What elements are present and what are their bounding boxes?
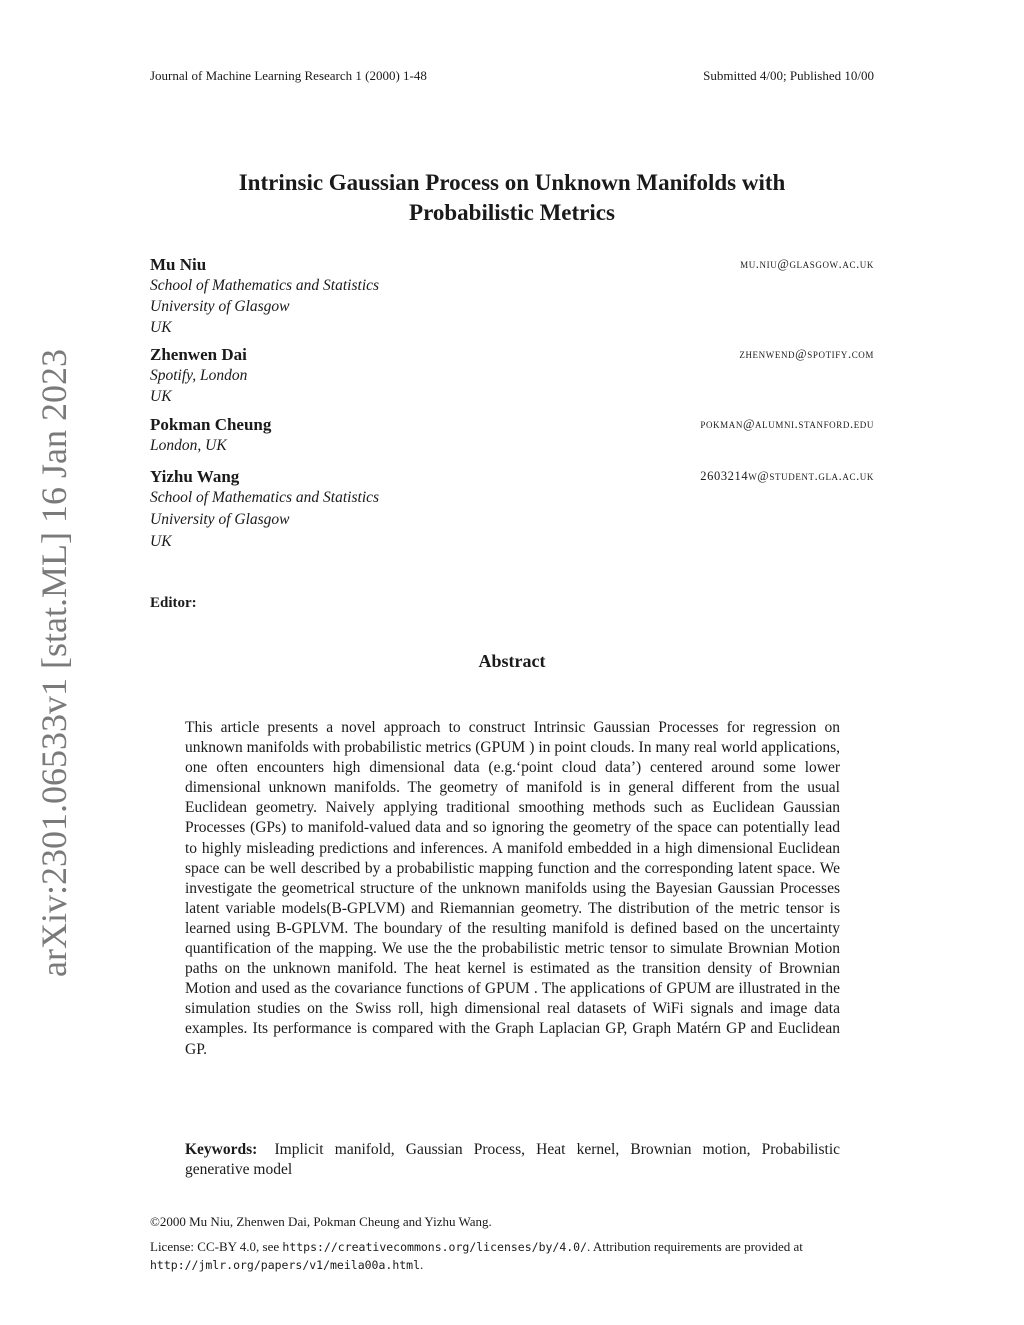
author-block [150,255,874,338]
running-header-dates: Submitted 4/00; Published 10/00 [703,68,874,83]
author-affiliation: School of Mathematics and Statistics University of Glasgow UK [150,277,380,336]
author-block [150,467,874,553]
author-email[interactable]: zhenwend@spotify.com [739,347,874,361]
author-email[interactable]: pokman@alumni.stanford.edu [700,417,874,431]
paper-title [150,168,874,228]
author-name: Mu Niu [150,255,207,274]
author-name: Pokman Cheung [150,415,272,434]
author-affiliation: London, UK [150,437,227,454]
keywords [185,1140,840,1180]
author-affiliation: School of Mathematics and Statistics University of Glasgow UK [150,489,380,550]
title-line-1: Intrinsic Gaussian Process on Unknown Manifolds with [238,170,786,195]
copyright-notice: ©2000 Mu Niu, Zhenwen Dai, Pokman Cheung and Yizhu Wang. [150,1214,492,1229]
keywords-text: Implicit manifold, Gaussian Process, Heat kernel, Brownian motion, Probabilistic generative model [185,1141,841,1178]
arxiv-stamp: arXiv:2301.06533v1 [stat.ML] 16 Jan 2023 [34,349,74,977]
author-email[interactable]: 2603214w@student.gla.ac.uk [700,469,874,483]
author-email[interactable]: mu.niu@glasgow.ac.uk [740,257,874,271]
paper-link[interactable]: http://jmlr.org/papers/v1/meila00a.html [150,1258,421,1272]
author-affiliation: Spotify, London UK [150,367,248,405]
title-line-2: Probabilistic Metrics [409,200,615,225]
abstract-heading: Abstract [478,651,546,671]
abstract-text: This article presents a novel approach to construct Intrinsic Gaussian Processes for regression on unknown manifolds with probabilistic metrics (GPUM ) in point clouds. In many real world applications, one often encounters high dimensional data (e.g.‘point cloud data’) centered around some lower dimensional unknown manifolds. The geometry of manifold is in general different from the usual Euclidean geometry. Naively applying traditional smoothing methods such as Euclidean Gaussian Processes (GPs) to manifold-valued data and so ignoring the geometry of the space can potentially lead to highly misleading predictions and inferences. A manifold embedded in a high dimensional Euclidean space can be well described by a probabilistic mapping function and the corresponding latent space. We investigate the geometrical structure of the unknown manifolds using the Bayesian Gaussian Processes latent variable models(B-GPLVM) and Riemannian geometry. The distribution of the metric tensor is learned using B-GPLVM. The boundary of the resulting manifold is defined based on the uncertainty quantification of the mapping. We use the the probabilistic metric tensor to simulate Brownian Motion paths on the unknown manifold. The heat kernel is estimated as the transition density of Brownian Motion and used as the covariance functions of GPUM . The applications of GPUM are illustrated in the simulation studies on the Swiss roll, high dimensional real datasets of WiFi signals and image data examples. Its performance is compared with the Graph Laplacian GP, Graph Matérn GP and Euclidean GP. [185,719,840,1058]
license-notice: License: CC-BY 4.0, see https://creativecommons.org/licenses/by/4.0/. Attribution requirements are provided at http://jmlr.org/papers/v1/meila00a.html. [150,1239,803,1272]
editor-label: Editor: [150,595,197,611]
author-block [150,345,874,407]
author-name: Yizhu Wang [150,467,240,486]
license-link[interactable]: https://creativecommons.org/licenses/by/4.0/ [282,1240,588,1254]
author-block [150,415,874,456]
running-header-journal: Journal of Machine Learning Research 1 (2000) 1-48 [150,68,427,83]
author-name: Zhenwen Dai [150,345,247,364]
keywords-label: Keywords: [185,1141,258,1158]
